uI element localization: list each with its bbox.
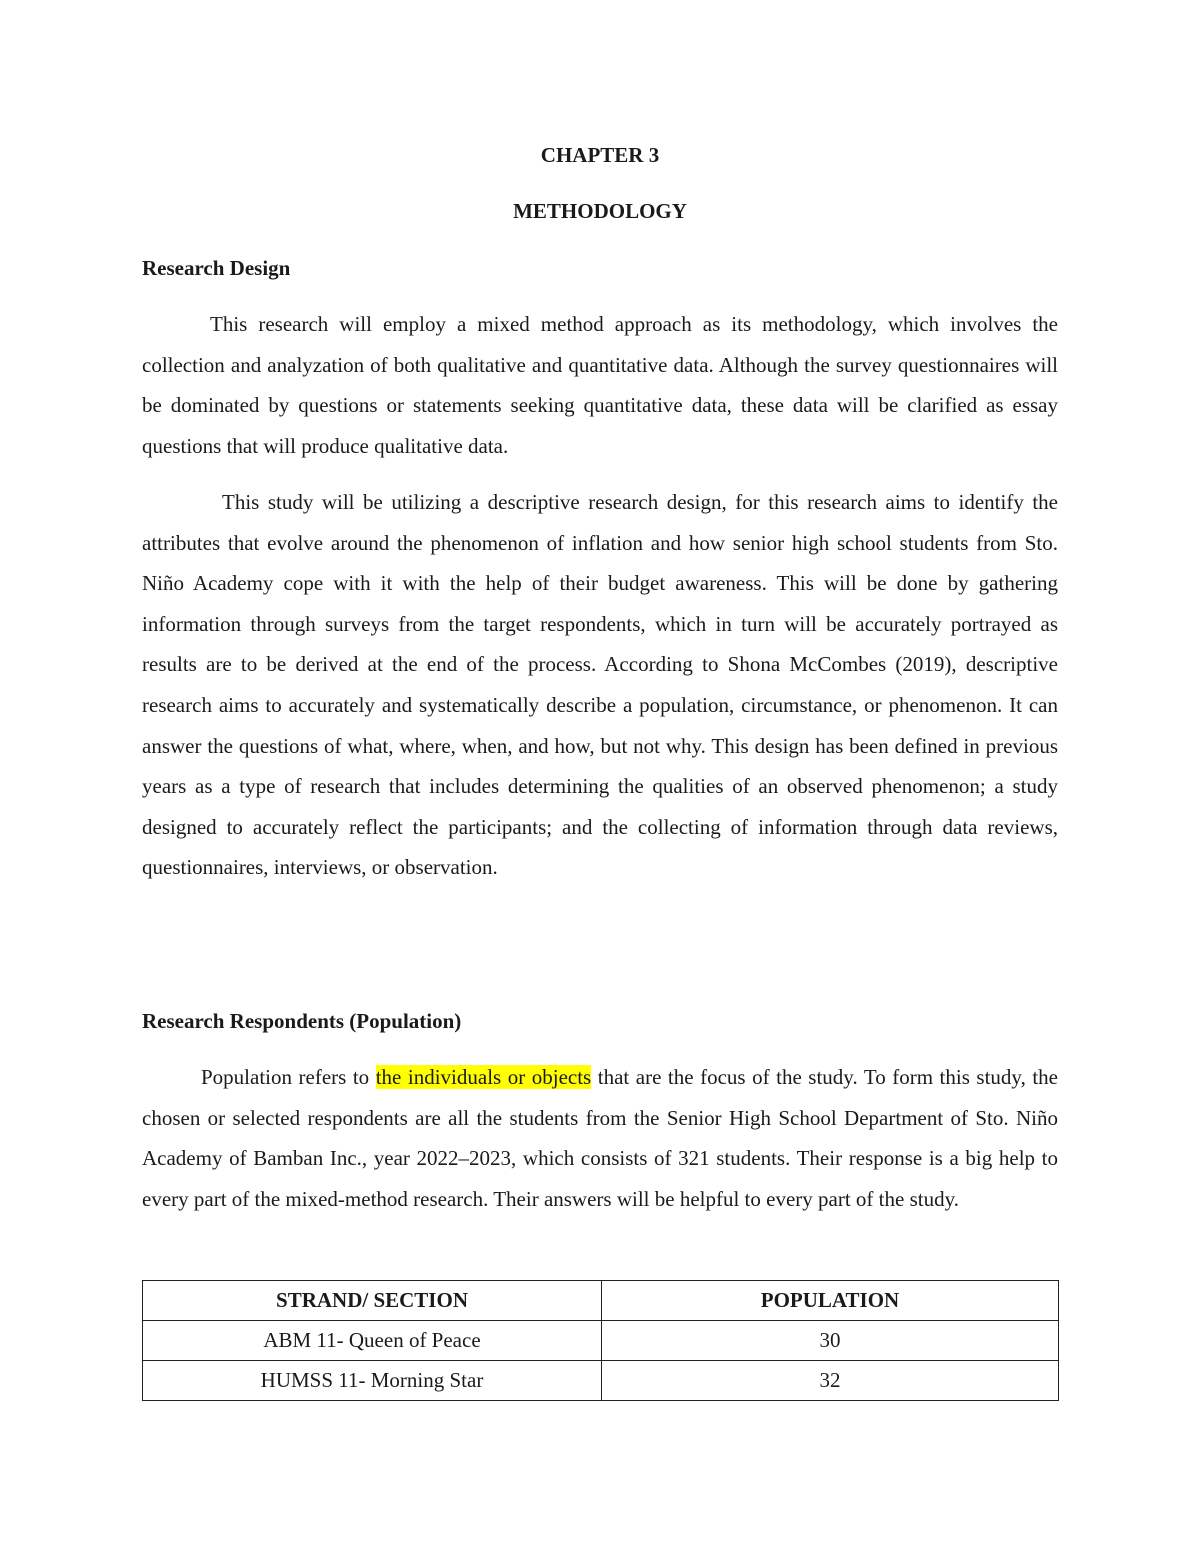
population-cell: 32 [602,1361,1059,1401]
research-design-heading: Research Design [142,256,291,280]
research-design-paragraph-1: This research will employ a mixed method approach as its methodology, which involves the collection and analyzation of both qualitative and quantitative data. Although the survey questionnaires will be dominated by questions or statements seeking quantitative data, these data will be clarified as essay questions that will produce qualitative data. [142,312,1058,458]
respondents-text-start: Population refers to [201,1065,376,1089]
respondents-paragraph [142,1057,1058,1219]
research-design-paragraph-2: This study will be utilizing a descriptive research design, for this research aims to identify the attributes that evolve around the phenomenon of inflation and how senior high school students from Sto. Niño Academy cope with it with the help of their budget awareness. This will be done by gathering information through surveys from the target respondents, which in turn will be accurately portrayed as results are to be derived at the end of the process. According to Shona McCombes (2019), descriptive research aims to accurately and systematically describe a population, circumstance, or phenomenon. It can answer the questions of what, where, when, and how, but not why. This design has been defined in previous years as a type of research that includes determining the qualities of an observed phenomenon; a study designed to accurately reflect the participants; and the collecting of information through data reviews, questionnaires, interviews, or observation. [142,490,1058,880]
strand-cell: HUMSS 11- Morning Star [143,1361,602,1401]
chapter-title: METHODOLOGY [513,199,687,223]
header-strand-section: STRAND/ SECTION [143,1281,602,1321]
table-row [143,1321,1059,1361]
population-cell: 30 [602,1321,1059,1361]
highlighted-phrase: the individuals or objects [375,1065,592,1089]
chapter-number: CHAPTER 3 [540,143,660,167]
table-header-row [143,1281,1059,1321]
respondents-text-end: that are the focus of the study. To form this study, the chosen or selected respondents are all the students from the Senior High School Department of Sto. Niño Academy of Bamban Inc., year 2022–2023, which consists of 321 students. Their response is a big help to every part of the mixed-method research. Their answers will be helpful to every part of the study. [142,1065,1058,1211]
header-population: POPULATION [602,1281,1059,1321]
strand-cell: ABM 11- Queen of Peace [143,1321,602,1361]
respondents-heading: Research Respondents (Population) [142,1009,462,1033]
table-row [143,1361,1059,1401]
population-table [142,1280,1059,1401]
